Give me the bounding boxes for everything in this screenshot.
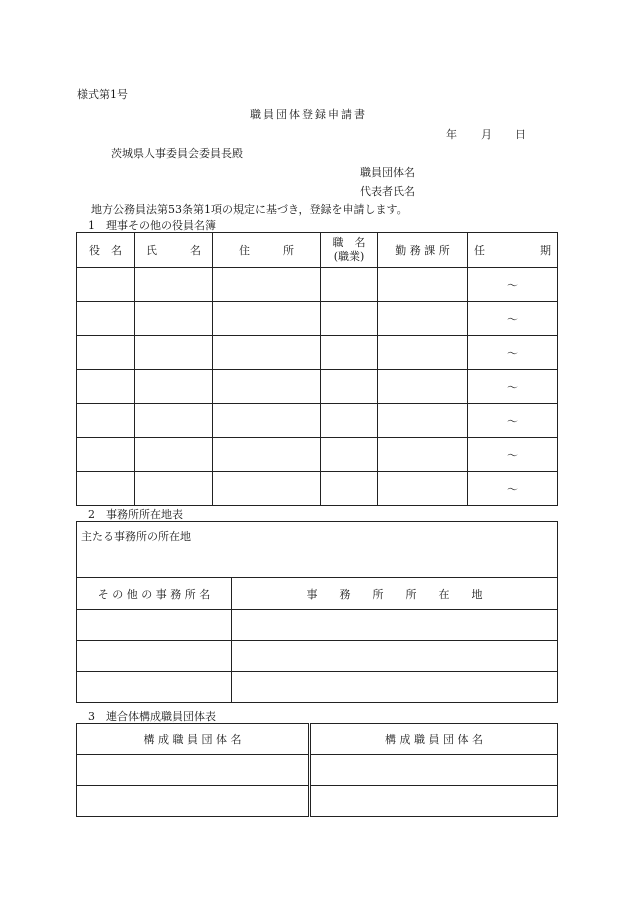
term-cell[interactable]: ～ [468,404,558,438]
cell[interactable] [232,641,558,672]
section3-heading: 3 連合体構成職員団体表 [88,710,216,723]
cell[interactable] [135,268,213,302]
member-org-header-right: 構 成 職 員 団 体 名 [310,724,558,755]
cell[interactable] [77,404,135,438]
officer-row [77,404,558,438]
cell[interactable] [77,336,135,370]
main-office-label: 主たる事務所の所在地 [81,530,191,543]
officer-row [77,370,558,404]
cell[interactable] [321,302,378,336]
page-title: 職員団体登録申請書 [250,108,367,121]
cell[interactable] [213,438,321,472]
member-org-header-left: 構 成 職 員 団 体 名 [77,724,310,755]
member-row [77,755,558,786]
office-row [77,641,558,672]
cell[interactable] [378,268,468,302]
header-job-title [321,233,378,268]
location-header: 事 務 所 所 在 地 [232,578,558,610]
header-role: 役 名 [77,233,135,268]
cell[interactable] [378,302,468,336]
cell[interactable] [135,302,213,336]
cell[interactable] [310,755,558,786]
header-job-title-line1: 職 名 [332,236,366,249]
header-term-left: 任 [474,244,485,257]
section2-heading: 2 事務所所在地表 [88,508,183,521]
cell[interactable] [135,370,213,404]
term-cell[interactable]: ～ [468,370,558,404]
cell[interactable] [378,370,468,404]
org-name-label: 職員団体名 [360,166,415,179]
form-number: 様式第1号 [77,88,128,101]
cell[interactable] [135,472,213,506]
cell[interactable] [321,438,378,472]
officer-table [76,232,558,506]
cell[interactable] [321,336,378,370]
cell[interactable] [77,610,232,641]
officer-row [77,472,558,506]
cell[interactable] [135,336,213,370]
header-term-right: 期 [540,244,551,257]
statement: 地方公務員法第53条第1項の規定に基づき，登録を申請します。 [91,203,408,216]
addressee: 茨城県人事委員会委員長殿 [111,147,243,160]
cell[interactable] [213,302,321,336]
header-office: 勤 務 課 所 [378,233,468,268]
header-job-title-line2: (職業) [333,250,365,263]
cell[interactable] [77,438,135,472]
cell[interactable] [77,302,135,336]
cell[interactable] [378,472,468,506]
cell[interactable] [321,472,378,506]
cell[interactable] [77,641,232,672]
office-table [76,521,558,703]
cell[interactable] [77,672,232,703]
cell[interactable] [213,404,321,438]
federation-table [76,723,558,817]
cell[interactable] [321,370,378,404]
representative-label: 代表者氏名 [360,185,415,198]
cell[interactable] [213,370,321,404]
header-address: 住 所 [213,233,321,268]
cell[interactable] [135,404,213,438]
officer-row [77,268,558,302]
term-cell[interactable]: ～ [468,472,558,506]
cell[interactable] [378,336,468,370]
cell[interactable] [232,672,558,703]
cell[interactable] [213,336,321,370]
date-day: 日 [515,128,526,141]
cell[interactable] [378,404,468,438]
header-name: 氏 名 [135,233,213,268]
date-month: 月 [481,128,492,141]
cell[interactable] [213,472,321,506]
member-row [77,786,558,817]
cell[interactable] [77,370,135,404]
officer-row [77,438,558,472]
cell[interactable] [77,268,135,302]
section1-heading: 1 理事その他の役員名簿 [88,219,216,232]
term-cell[interactable]: ～ [468,438,558,472]
cell[interactable] [77,755,310,786]
term-cell[interactable]: ～ [468,302,558,336]
cell[interactable] [378,438,468,472]
term-cell[interactable]: ～ [468,336,558,370]
other-offices-header: そ の 他 の 事 務 所 名 [77,578,232,610]
cell[interactable] [321,268,378,302]
cell[interactable] [232,610,558,641]
term-cell[interactable]: ～ [468,268,558,302]
officer-row [77,336,558,370]
cell[interactable] [213,268,321,302]
cell[interactable] [135,438,213,472]
date-year: 年 [446,128,457,141]
cell[interactable] [77,786,310,817]
main-office-cell[interactable] [77,522,558,578]
office-row [77,672,558,703]
cell[interactable] [310,786,558,817]
office-row [77,610,558,641]
header-term [468,233,558,268]
officer-row [77,302,558,336]
cell[interactable] [321,404,378,438]
cell[interactable] [77,472,135,506]
